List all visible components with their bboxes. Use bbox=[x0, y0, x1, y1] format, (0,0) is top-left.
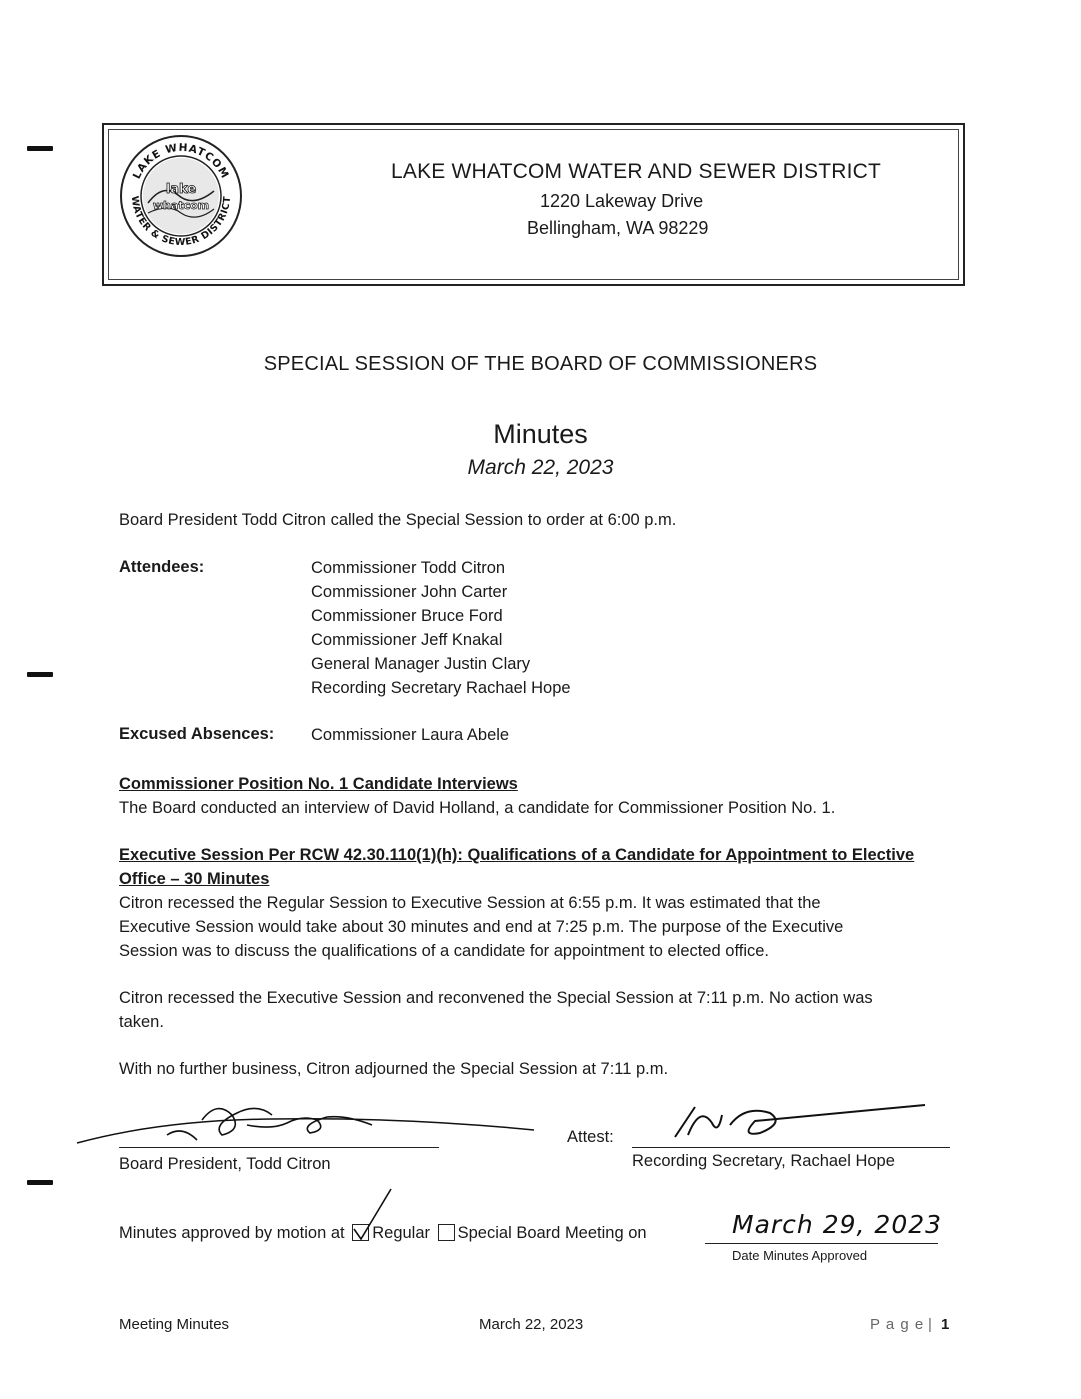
footer-page-label: P a g e bbox=[870, 1316, 925, 1333]
footer-separator: | bbox=[928, 1316, 932, 1333]
section-body: Citron recessed the Regular Session to Executive Session at 6:55 p.m. It was estimated that the bbox=[119, 894, 821, 912]
document-date: March 22, 2023 bbox=[467, 456, 614, 479]
approval-line bbox=[119, 1224, 647, 1243]
attendee-item: Commissioner Todd Citron bbox=[311, 559, 506, 577]
regular-checkbox[interactable] bbox=[352, 1224, 369, 1241]
president-caption: Board President, Todd Citron bbox=[119, 1155, 331, 1173]
footer-left: Meeting Minutes bbox=[119, 1316, 230, 1333]
section-heading: Commissioner Position No. 1 Candidate Interviews bbox=[119, 775, 518, 793]
scan-mark bbox=[27, 146, 53, 151]
reconvene-text: Citron recessed the Executive Session and reconvened the Special Session at 7:11 p.m. No action was bbox=[119, 989, 873, 1007]
adjourn-text: With no further business, Citron adjourned the Special Session at 7:11 p.m. bbox=[119, 1060, 669, 1078]
scan-mark bbox=[27, 1180, 53, 1185]
attendee-item: Commissioner Jeff Knakal bbox=[311, 631, 503, 649]
organization-name: LAKE WHATCOM WATER AND SEWER DISTRICT bbox=[391, 160, 882, 183]
special-checkbox[interactable] bbox=[438, 1224, 455, 1241]
checkmark-icon bbox=[351, 1189, 381, 1239]
address-line-1: 1220 Lakeway Drive bbox=[540, 191, 704, 211]
attendee-item: Commissioner Bruce Ford bbox=[311, 607, 503, 625]
attendees-list bbox=[311, 556, 571, 700]
section-body: Session was to discuss the qualifications of a candidate for appointment to elected office. bbox=[119, 942, 770, 960]
handwritten-approval-date: March 29, 2023 bbox=[732, 1210, 943, 1239]
letterhead-box bbox=[102, 123, 965, 286]
footer-date: March 22, 2023 bbox=[479, 1316, 584, 1333]
call-to-order: Board President Todd Citron called the Special Session to order at 6:00 p.m. bbox=[119, 511, 677, 529]
secretary-signature-line bbox=[632, 1147, 950, 1148]
approval-date-line bbox=[705, 1243, 938, 1244]
svg-text:WATER & SEWER DISTRICT: WATER & SEWER DISTRICT bbox=[128, 195, 234, 249]
excused-absences-label: Excused Absences: bbox=[119, 725, 275, 743]
district-seal-logo bbox=[118, 133, 244, 259]
scan-mark bbox=[27, 672, 53, 677]
special-label: Special Board Meeting on bbox=[457, 1224, 647, 1242]
president-signature-line bbox=[119, 1147, 439, 1148]
svg-text:lake: lake bbox=[165, 182, 197, 197]
approval-prefix: Minutes approved by motion at bbox=[119, 1224, 345, 1242]
footer-page-number: 1 bbox=[941, 1316, 950, 1333]
attendee-item: Commissioner John Carter bbox=[311, 583, 508, 601]
excused-absences-value: Commissioner Laura Abele bbox=[311, 726, 510, 744]
attendee-item: Recording Secretary Rachael Hope bbox=[311, 679, 571, 697]
address-line-2: Bellingham, WA 98229 bbox=[527, 218, 709, 238]
secretary-caption: Recording Secretary, Rachael Hope bbox=[632, 1152, 895, 1170]
reconvene-text: taken. bbox=[119, 1013, 164, 1031]
svg-text:LAKE WHATCOM: LAKE WHATCOM bbox=[130, 141, 232, 181]
date-caption: Date Minutes Approved bbox=[732, 1248, 868, 1263]
secretary-signature bbox=[660, 1095, 950, 1145]
attendees-label: Attendees: bbox=[119, 558, 205, 576]
section-heading: Office – 30 Minutes bbox=[119, 870, 270, 888]
regular-label: Regular bbox=[372, 1224, 431, 1242]
section-body: Executive Session would take about 30 minutes and end at 7:25 p.m. The purpose of the Executive bbox=[119, 918, 844, 936]
president-signature bbox=[72, 1095, 542, 1150]
svg-text:whatcom: whatcom bbox=[152, 199, 210, 212]
session-title: SPECIAL SESSION OF THE BOARD OF COMMISSIONERS bbox=[263, 353, 818, 375]
document-title: Minutes bbox=[493, 419, 588, 449]
attendee-item: General Manager Justin Clary bbox=[311, 655, 531, 673]
attest-label: Attest: bbox=[567, 1128, 614, 1146]
section-heading: Executive Session Per RCW 42.30.110(1)(h): Qualifications of a Candidate for Appointment to Elective bbox=[119, 846, 915, 864]
section-body: The Board conducted an interview of David Holland, a candidate for Commissioner Position No. 1. bbox=[119, 799, 836, 817]
